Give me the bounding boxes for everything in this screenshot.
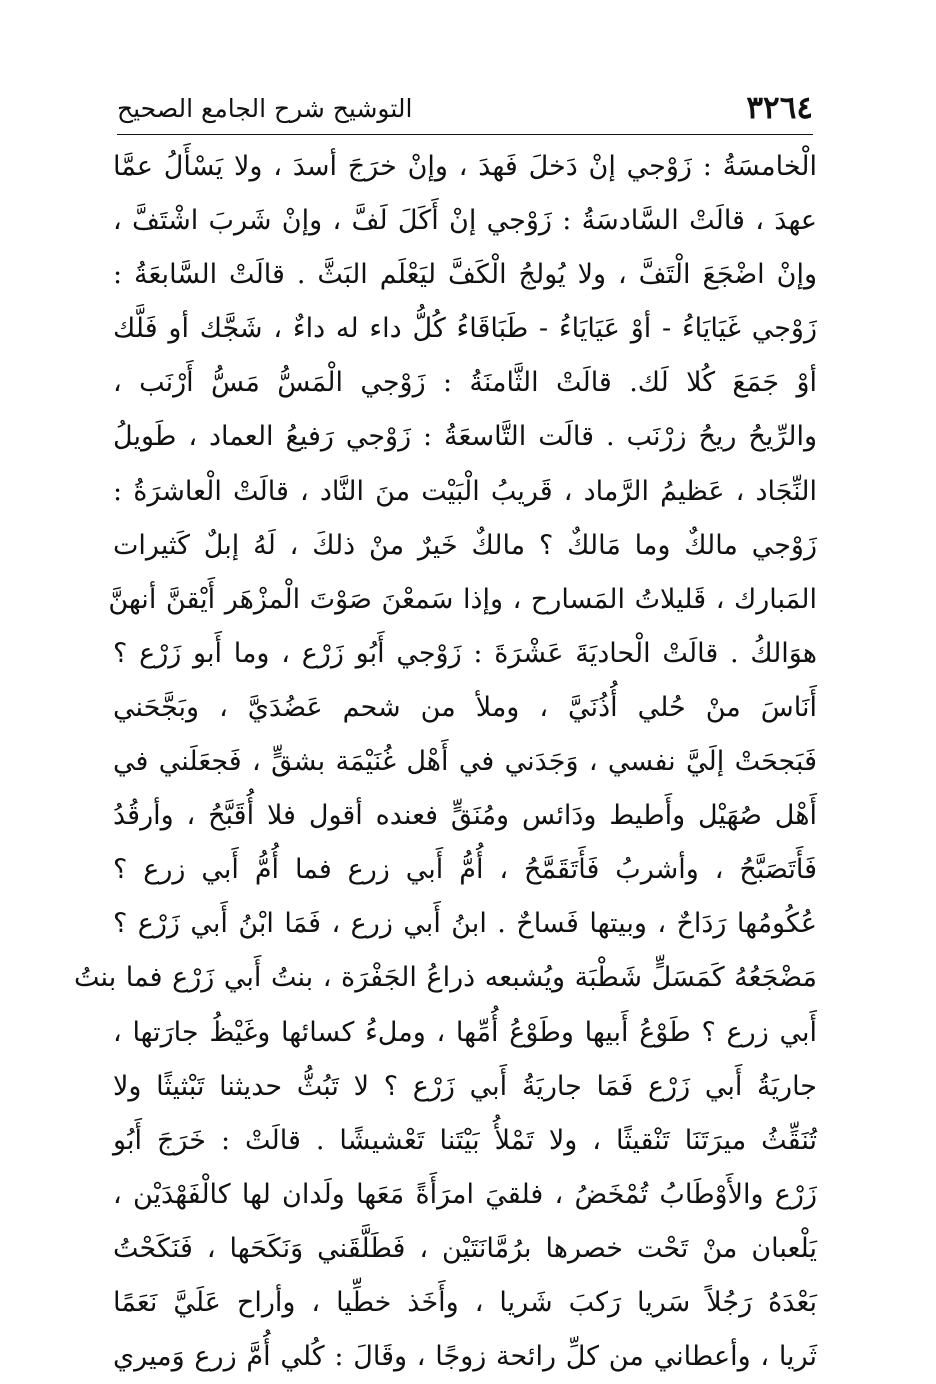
text-line: عُكُومُها رَدَاحٌ ، وبيتها فَساحٌ . ابنُ أَبي زرع ، فَمَا ابْنُ أَبي زَرْع ؟: [113, 908, 817, 940]
text-line: زَوْجي غَيَايَاءُ - أوْ عَيَايَاءُ - طَبَاقَاءُ كُلُّ داء له داءٌ ، شَجَّك أو فَلَّك: [113, 313, 817, 345]
text-line: أوْ جَمَعَ كُلا لَك. قالَتْ الثَّامنَةُ : زَوْجي الْمَسُّ مَسُّ أَرْنَب ،: [113, 367, 817, 399]
running-title: التوشيح شرح الجامع الصحيح: [117, 94, 413, 123]
text-line: والرِّيحُ ريحُ زرْنَب . قالَت التَّاسعَةُ : زَوْجي رَفيعُ العماد ، طَويلُ: [113, 421, 817, 453]
text-line: زَوْجي مالكٌ وما مَالكٌ ؟ مالكٌ خَيرٌ منْ ذلكَ ، لَهُ إبلٌ كَثيرات: [113, 529, 817, 561]
page-number: ٣٢٦٤: [746, 90, 813, 126]
text-line: تُنَقِّثُ ميرَتَنَا تَنْقيثًا ، ولا تَمْلأُ بَيْتَنا تَعْشيشًا . قالَتْ : خَرَجَ أَبُو: [113, 1124, 817, 1156]
text-line: النِّجَاد ، عَظيمُ الرَّماد ، قَريبُ الْبَيْت منَ النَّاد ، قالَتْ الْعاشرَةُ :: [113, 475, 817, 507]
text-line: وإنْ اضْجَعَ الْتَفَّ ، ولا يُولجُ الْكَفَّ ليَعْلَم البَثَّ . قالَتْ السَّابعَةُ :: [113, 259, 817, 291]
header-divider: [117, 134, 813, 135]
page-header: [117, 88, 813, 132]
text-line: هوَالكُ . قالَتْ الْحاديَةَ عَشْرَةَ : زَوْجي أَبُو زَرْع ، وما أَبو زَرْع ؟: [113, 637, 817, 669]
text-line: بَعْدَهُ رَجُلاً سَريا رَكبَ شَريا ، وأَخَذ خطِّيا ، وأراح عَلَيَّ نَعَمًا: [113, 1286, 817, 1318]
text-line: جاريَةُ أَبي زَرْع فَمَا جاريَةُ أَبي زَرْع ؟ لا تَبُثُّ حديثنا تَبْثيثًا ولا: [113, 1070, 817, 1102]
text-line: أَهْل صُهَيْل وأَطيط ودَائس ومُنَقٍّ فعنده أقول فلا أُقَبَّحُ ، وأرقُدُ: [113, 800, 817, 832]
text-line: يَلْعبان منْ تَحْت خصرها برُمَّانَتَيْن ، فَطَلَّقَني وَنَكَحَها ، فَنَكَحْتُ: [113, 1232, 817, 1264]
text-line: فَبَجحَتْ إلَيَّ نفسي ، وَجَدَني في أَهْل غُنَيْمَة بشقٍّ ، فَجعَلَني في: [113, 746, 817, 778]
text-line: أَبي زرع ؟ طَوْعُ أَبيها وطَوْعُ أُمِّها ، وملءُ كسائها وغَيْظُ جارَتها ،: [113, 1016, 817, 1048]
text-line: زَرْع والأَوْطَابُ تُمْخَضُ ، فلقيَ امرَأَةً مَعَها ولَدان لها كالْفَهْدَيْن ،: [113, 1178, 817, 1210]
body-text: [74, 140, 817, 1384]
text-line: فَأَتَصَبَّحُ ، وأشربُ فَأَتَقَمَّحُ ، أُمُّ أَبي زرع فما أُمُّ أَبي زرع ؟: [113, 854, 817, 886]
text-line: الْخامسَةُ : زَوْجي إنْ دَخلَ فَهدَ ، وإنْ خرَجَ أسدَ ، ولا يَسْأَلُ عمَّا: [113, 151, 817, 182]
text-line: ثَريا ، وأعطاني من كلِّ رائحة زوجًا ، وقَالَ : كُلي أُمَّ زرع وَميري: [113, 1341, 817, 1373]
text-line: مَضْجَعُهُ كَمَسَلٍّ شَطْبَة ويُشبعه ذراعُ الجَفْرَة ، بنتُ أَبي زَرْع فما بنتُ: [74, 962, 817, 994]
text-line: المَبارك ، قَليلاتُ المَسارح ، وإذا سَمعْنَ صَوْتَ الْمزْهَر أَيْقنَّ أنهنَّ: [108, 583, 817, 615]
text-line: أَنَاسَ منْ حُلي أُذُنَيَّ ، وملأ من شحم عَضُدَيَّ ، وبَجَّحَني: [113, 691, 817, 723]
text-line: عهدَ ، قالَتْ السَّادسَةُ : زَوْجي إنْ أَكَلَ لَفَّ ، وإنْ شَربَ اشْتَفَّ ،: [113, 205, 817, 237]
